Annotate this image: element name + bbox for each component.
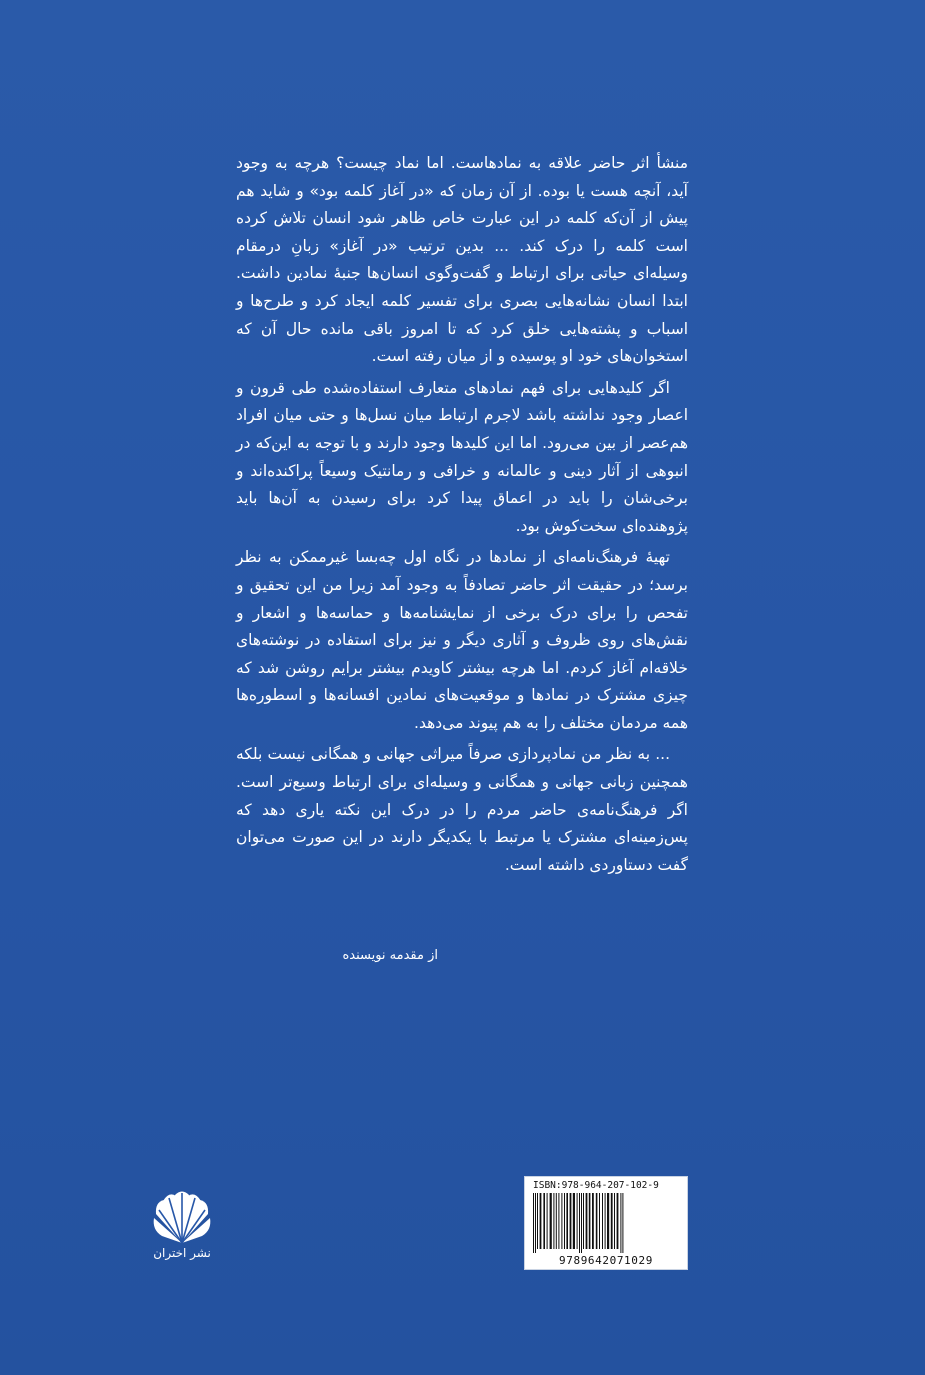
barcode-bar (607, 1193, 609, 1249)
barcode-bar (537, 1193, 538, 1249)
barcode-bar (596, 1193, 598, 1249)
barcode-bar (550, 1193, 552, 1249)
barcode-bar (592, 1193, 594, 1249)
barcode-bar (553, 1193, 554, 1249)
barcode-bar (570, 1193, 572, 1249)
barcode-bar (611, 1193, 613, 1249)
source-text: از مقدمه نویسنده (342, 948, 438, 963)
barcode-bar (581, 1193, 582, 1253)
barcode-digits: 9789642071029 (559, 1254, 653, 1267)
barcode-bar (583, 1193, 584, 1249)
barcode-bar (589, 1193, 591, 1249)
barcode-bar (535, 1193, 536, 1253)
publisher-name: نشر اختران (153, 1246, 211, 1260)
blurb-paragraph-1: منشأ اثر حاضر علاقه به نمادهاست. اما نماد چیست؟ هرچه به وجود آید، آنچه هست یا بوده. از آن زمان که «در آغاز کلمه بود» و شاید هم پیش از آن‌که کلمه در این عبارت خاص ظاهر شود انسان تلاش کرده است کلمه را درک کند. ... بدین ترتیب «در آغاز» زبانِ درمقام وسیله‌ای حیاتی برای ارتباط و گفت‌وگوی انسان‌ها جنبهٔ نمادین داشت. ابتدا انسان نشانه‌هایی بصری برای تفسیر کلمه ایجاد کرد و طرح‌ها و اسباب و پشته‌هایی خلق کرد که تا امروز باقی مانده حال آن که استخوان‌های خود او پوسیده و از میان رفته است. (236, 154, 688, 366)
barcode-bar (614, 1193, 615, 1249)
barcode-bar (602, 1193, 603, 1249)
barcode-bar (543, 1193, 545, 1249)
blurb-paragraph-3: تهیهٔ فرهنگ‌نامه‌ای از نمادها در نگاه اول چه‌بسا غیرممکن به نظر برسد؛ در حقیقت اثر حاضر تصادفاً به وجود آمد زیرا من این تحقیق و تفحص را برای درک برخی از نمایشنامه‌ها و حماسه‌ها و اشعار و نقش‌های روی ظروف و آثاری دیگر و نیز برای استفاده در نوشته‌های خلاقه‌ام آغاز کردم. اما هرچه بیشتر کاویدم بیشتر برایم روشن شد که چیزی مشترک در نمادها و موقعیت‌های نمادین افسانه‌ها و اسطوره‌ها همه مردمان مختلف را به هم پیوند می‌دهد. (236, 548, 688, 732)
barcode-bar (558, 1193, 559, 1249)
barcode-bar (566, 1193, 568, 1249)
barcode-bar (533, 1193, 534, 1253)
barcode-bar (556, 1193, 557, 1249)
blurb-paragraph-2: اگر کلیدهایی برای فهم نمادهای متعارف استفاده‌شده طی قرون و اعصار وجود نداشته باشد لاجرم ارتباط میان نسل‌ها و حتی میان افراد هم‌عصر از بین می‌رود. اما این کلیدها وجود دارند و با توجه به این‌که در انبوهی از آثار دینی و عالمانه و خرافی و رمانتیک وسیعاً پراکنده‌اند و برخی‌شان را باید در اعماق پیدا کرد برای رسیدن به آن‌ها باید پژوهنده‌ای سخت‌کوش بود. (236, 378, 688, 535)
barcode-bar (561, 1193, 562, 1249)
barcode-bar (540, 1193, 542, 1249)
barcode-bar (586, 1193, 588, 1249)
barcode-bar (564, 1193, 565, 1249)
barcode-bar (620, 1193, 621, 1253)
blurb-paragraph-4: ... به نظر من نمادپردازی صرفاً میراثی جهانی و همگانی نیست بلکه همچنین زبانی جهانی و همگانی و وسیله‌ای برای ارتباط وسیع‌تر است. اگر فرهنگ‌نامه‌ی حاضر مردم را در درک این نکته یاری دهد که پس‌زمینه‌ای مشترک یا مرتبط با یکدیگر دارند در این صورت می‌توان گفت دستاوردی داشته است. (236, 745, 688, 874)
barcode-bar (577, 1193, 578, 1249)
barcode-bar (617, 1193, 619, 1249)
barcode-bars (531, 1193, 681, 1253)
isbn-label: ISBN:978-964-207-102-9 (533, 1180, 659, 1191)
shell-logo-icon (150, 1188, 214, 1274)
barcode-bar (579, 1193, 580, 1253)
isbn-barcode-box (524, 1176, 688, 1270)
barcode-bar (622, 1193, 623, 1253)
source-attribution (236, 948, 688, 963)
barcode-bar (547, 1193, 548, 1249)
barcode-bar (605, 1193, 606, 1249)
barcode-bar (573, 1193, 575, 1249)
blurb-text (236, 150, 688, 879)
barcode-bar (599, 1193, 600, 1249)
